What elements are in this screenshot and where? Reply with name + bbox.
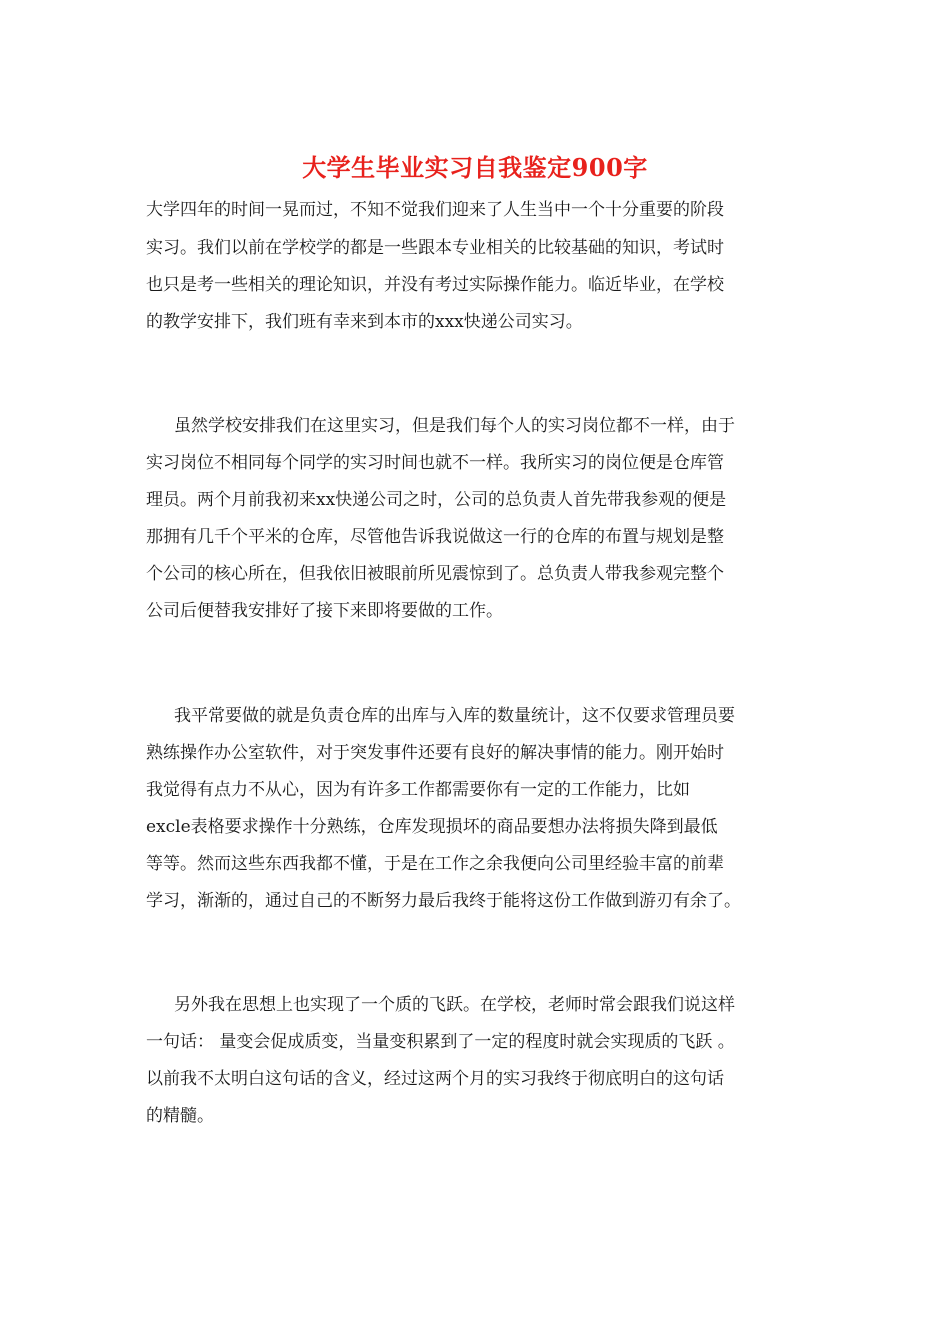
- paragraph-3-line-6: 学习，渐渐的，通过自己的不断努力最后我终于能将这份工作做到游刃有余了。: [146, 891, 741, 911]
- paragraph-3-line-1: 我平常要做的就是负责仓库的出库与入库的数量统计，这不仅要求管理员要: [174, 706, 735, 726]
- paragraph-1-line-2: 实习。我们以前在学校学的都是一些跟本专业相关的比较基础的知识，考试时: [146, 238, 724, 258]
- paragraph-2-line-2: 实习岗位不相同每个同学的实习时间也就不一样。我所实习的岗位便是仓库管: [146, 453, 724, 473]
- paragraph-4-line-1: 另外我在思想上也实现了一个质的飞跃。在学校，老师时常会跟我们说这样: [174, 995, 735, 1015]
- paragraph-3-line-4: excle表格要求操作十分熟练，仓库发现损坏的商品要想办法将损失降到最低: [146, 817, 718, 837]
- paragraph-4-line-3: 以前我不太明白这句话的含义，经过这两个月的实习我终于彻底明白的这句话: [146, 1069, 724, 1089]
- paragraph-4-line-4: 的精髓。: [146, 1106, 214, 1126]
- document-title: 大学生毕业实习自我鉴定900字: [302, 153, 648, 182]
- paragraph-3-line-3: 我觉得有点力不从心，因为有许多工作都需要你有一定的工作能力，比如: [146, 780, 690, 800]
- paragraph-2-line-1: 虽然学校安排我们在这里实习，但是我们每个人的实习岗位都不一样，由于: [174, 416, 735, 436]
- paragraph-2-line-5: 个公司的核心所在，但我依旧被眼前所见震惊到了。总负责人带我参观完整个: [146, 564, 724, 584]
- paragraph-2-line-6: 公司后便替我安排好了接下来即将要做的工作。: [146, 601, 503, 621]
- paragraph-3-line-5: 等等。然而这些东西我都不懂，于是在工作之余我便向公司里经验丰富的前辈: [146, 854, 724, 874]
- paragraph-2-line-4: 那拥有几千个平米的仓库，尽管他告诉我说做这一行的仓库的布置与规划是整: [146, 527, 724, 547]
- paragraph-1-line-1: 大学四年的时间一晃而过，不知不觉我们迎来了人生当中一个十分重要的阶段: [146, 200, 724, 220]
- paragraph-3-line-2: 熟练操作办公室软件，对于突发事件还要有良好的解决事情的能力。刚开始时: [146, 743, 724, 763]
- paragraph-4-line-2: 一句话： 量变会促成质变，当量变积累到了一定的程度时就会实现质的飞跃 。: [146, 1032, 735, 1052]
- paragraph-1-line-3: 也只是考一些相关的理论知识，并没有考过实际操作能力。临近毕业，在学校: [146, 275, 724, 295]
- paragraph-1-line-4: 的教学安排下，我们班有幸来到本市的xxx快递公司实习。: [146, 312, 583, 332]
- paragraph-2-line-3: 理员。两个月前我初来xx快递公司之时，公司的总负责人首先带我参观的便是: [146, 490, 727, 510]
